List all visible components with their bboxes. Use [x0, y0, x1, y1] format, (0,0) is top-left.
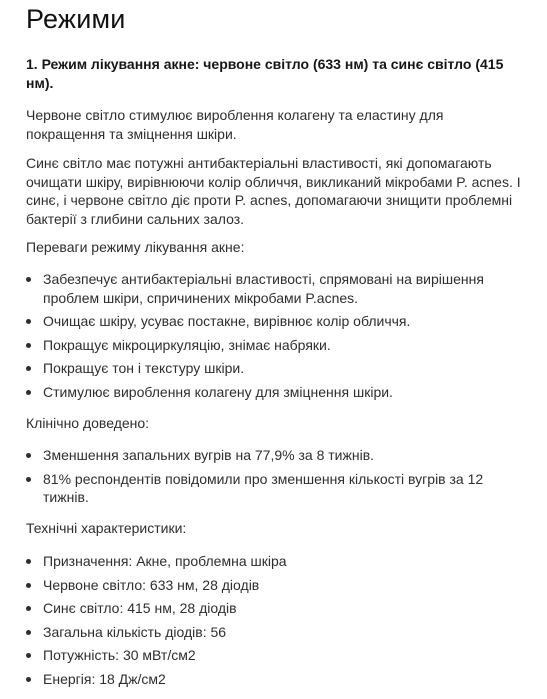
specs-heading: Технічні характеристики: — [26, 520, 187, 536]
spec-text: Призначення: Акне, проблемна шкіра — [43, 553, 287, 569]
benefit-text: Очищає шкіру, усуває постакне, вирівнює колір обличчя. — [43, 313, 411, 329]
list-item — [26, 359, 521, 378]
list-item — [26, 623, 521, 642]
bullet-dot-icon — [26, 477, 31, 482]
bullet-dot-icon — [26, 319, 31, 324]
page-title: Режими — [26, 4, 126, 34]
blue-light-paragraph: Синє світло має потужні антибактеріальні властивості, які допомагають очищати шкіру, вирівнюючи колір обличчя, викликаний мікробами P. acnes. І синє, і червоне світло діє проти P. acnes, допомагаючи знищити проблемні бактерії з глибини сальних залоз. — [26, 155, 521, 227]
benefit-text: Покращує тон і текстуру шкіри. — [43, 360, 245, 376]
list-item — [26, 576, 521, 595]
bullet-dot-icon — [26, 277, 31, 282]
list-item — [26, 670, 521, 689]
mode-subtitle: 1. Режим лікування акне: червоне світло (633 нм) та синє світло (415 нм). — [26, 56, 504, 91]
proven-text: 81% респондентів повідомили про зменшення кількості вугрів за 12 тижнів. — [43, 470, 484, 505]
benefits-heading: Переваги режиму лікування акне: — [26, 239, 245, 255]
bullet-dot-icon — [26, 559, 31, 564]
bullet-dot-icon — [26, 606, 31, 611]
bullet-dot-icon — [26, 583, 31, 588]
list-item — [26, 599, 521, 618]
bullet-dot-icon — [26, 453, 31, 458]
list-item — [26, 446, 521, 465]
proven-text: Зменшення запальних вугрів на 77,9% за 8 тижнів. — [43, 447, 375, 463]
spec-text: Синє світло: 415 нм, 28 діодів — [43, 600, 237, 616]
list-item — [26, 646, 521, 665]
specs-list — [26, 552, 521, 693]
spec-text: Енергія: 18 Дж/см2 — [43, 670, 166, 687]
benefit-text: Забезпечує антибактеріальні властивості, спрямовані на вирішення проблем шкіри, спричинених мікробами P.acnes. — [43, 271, 484, 306]
spec-text: Потужність: 30 мВт/см2 — [43, 647, 196, 663]
bullet-dot-icon — [26, 653, 31, 658]
list-item — [26, 383, 521, 402]
list-item — [26, 552, 521, 571]
bullet-dot-icon — [26, 630, 31, 635]
benefits-list — [26, 270, 521, 406]
benefit-text: Покращує мікроциркуляцію, знімає набряки. — [43, 336, 331, 353]
proven-list — [26, 446, 521, 512]
list-item — [26, 336, 521, 355]
red-light-paragraph: Червоне світло стимулює вироблення колагену та еластину для покращення та зміцнення шкіри. — [26, 107, 444, 142]
proven-heading: Клінічно доведено: — [26, 415, 150, 431]
list-item — [26, 312, 521, 331]
bullet-dot-icon — [26, 366, 31, 371]
bullet-dot-icon — [26, 677, 31, 682]
benefit-text: Стимулює вироблення колагену для зміцнення шкіри. — [43, 383, 393, 400]
bullet-dot-icon — [26, 343, 31, 348]
bullet-dot-icon — [26, 390, 31, 395]
list-item — [26, 470, 521, 507]
spec-text: Загальна кількість діодів: 56 — [43, 623, 227, 640]
spec-text: Червоне світло: 633 нм, 28 діодів — [43, 576, 260, 593]
list-item — [26, 270, 521, 307]
